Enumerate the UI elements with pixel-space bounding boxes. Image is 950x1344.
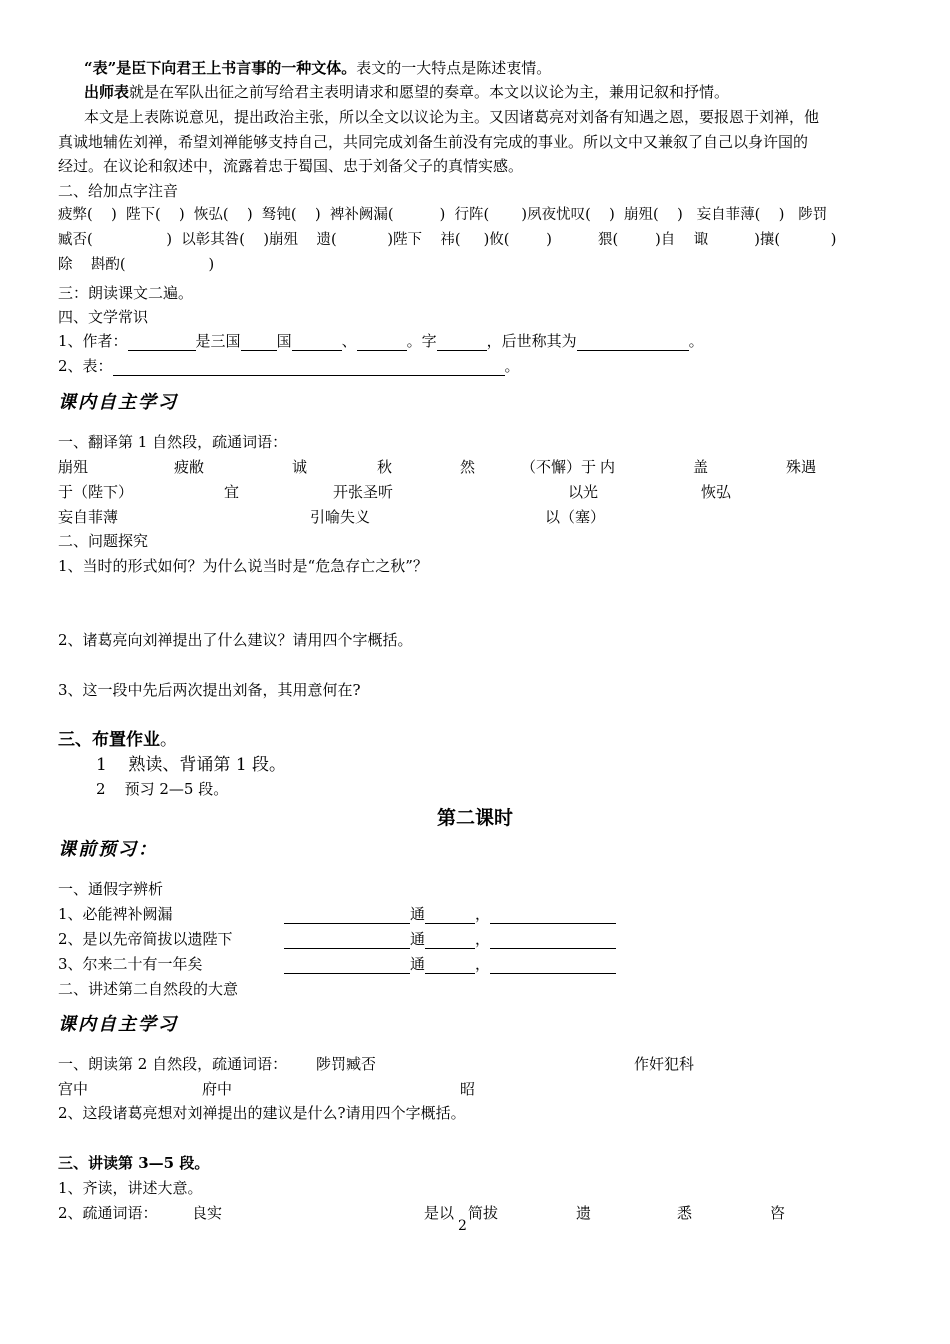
- blank[interactable]: [292, 334, 342, 351]
- word: 内: [600, 458, 616, 476]
- blank[interactable]: [284, 907, 410, 924]
- explore-q3: 3、这一段中先后两次提出刘备，其用意何在?: [58, 681, 361, 699]
- q1-text-f: ，后世称其为: [486, 332, 577, 350]
- comma: ，: [475, 905, 491, 923]
- q2-label: 2、表：: [58, 357, 113, 375]
- blank[interactable]: [490, 907, 616, 924]
- word: 府中: [202, 1080, 233, 1098]
- blank[interactable]: [425, 907, 475, 924]
- word: 恢弘: [701, 483, 732, 501]
- word: 宫中: [58, 1080, 89, 1098]
- tongjia-q3: 3、尔来二十有一年矣: [58, 955, 203, 973]
- read2-q2: 2、这段诸葛亮想对刘禅提出的建议是什么?请用四个字概括。: [58, 1104, 466, 1122]
- intro-line-5: 经过。在议论和叙述中，流露着忠于蜀国、忠于刘备父子的真情实感。: [58, 157, 524, 175]
- word: 是以: [424, 1204, 455, 1222]
- word: 殊遇: [786, 458, 817, 476]
- word: 以光: [568, 483, 599, 501]
- word: 良实: [192, 1204, 223, 1222]
- q1-text-b: 是三国: [195, 332, 241, 350]
- intro-bold-2: 出师表: [84, 83, 130, 101]
- word: 疲敝: [174, 458, 205, 476]
- word: 宜: [224, 483, 240, 501]
- pinyin-title: 二、给加点字注音: [58, 182, 179, 200]
- pinyin-row-3: 除 斟酌( ): [58, 257, 215, 273]
- word: 于（陛下）: [58, 483, 134, 501]
- homework-1: 1 熟读、背诵第 1 段。: [96, 755, 287, 775]
- blank[interactable]: [241, 334, 277, 351]
- page-number: 2: [458, 1218, 467, 1234]
- blank[interactable]: [425, 932, 475, 949]
- word: 引喻失义: [310, 508, 371, 526]
- tongjia-answer-2: [284, 929, 616, 949]
- word: 崩殂: [58, 458, 89, 476]
- q1-label: 1、作者：: [58, 332, 128, 350]
- tongjia-mid: 通: [410, 955, 426, 973]
- blank[interactable]: [437, 334, 487, 351]
- intro-line-3: 本文是上表陈说意见，提出政治主张，所以全文以议论为主。又因诸葛亮对刘备有知遇之恩，要报恩于刘禅，他: [84, 108, 820, 126]
- tongjia-title: 一、通假字辨析: [58, 880, 164, 898]
- section-3-q2: 2、疏通词语：: [58, 1204, 158, 1222]
- blank[interactable]: [490, 932, 616, 949]
- word: 陟罚臧否: [316, 1055, 377, 1073]
- literature-q2: [58, 356, 520, 376]
- intro-line-4: 真诚地辅佐刘禅，希望刘禅能够支持自己，共同完成刘备生前没有完成的事业。所以文中又兼叙了自己以身许国的: [58, 133, 809, 151]
- preview-heading: 课前预习：: [58, 839, 158, 860]
- blank[interactable]: [284, 957, 410, 974]
- literature-q1: [58, 331, 704, 351]
- lesson-2-title: 第二课时: [436, 807, 513, 829]
- blank[interactable]: [577, 334, 689, 351]
- homework-title-end: 。: [160, 730, 177, 750]
- section-3-q1: 1、齐读，讲述大意。: [58, 1179, 203, 1197]
- read2-title: 一、朗读第 2 自然段，疏通词语：: [58, 1055, 288, 1073]
- word: 盖: [693, 458, 709, 476]
- reading-line: 三：朗读课文二遍。: [58, 284, 194, 302]
- word: 秋: [377, 458, 393, 476]
- intro-line-1: [84, 58, 551, 78]
- word: 遗: [576, 1204, 592, 1222]
- tongjia-mid: 通: [410, 930, 426, 948]
- word: 悉: [677, 1204, 693, 1222]
- blank[interactable]: [128, 334, 196, 351]
- tongjia-q1: 1、必能裨补阙漏: [58, 905, 173, 923]
- pinyin-row-2: 臧否( ) 以彰其咎( )崩殂 遗( )陛下 祎( )攸( ) 猥( )自 诹 )攘( ): [58, 232, 837, 248]
- word: 妄自菲薄: [58, 508, 119, 526]
- homework-2: 2 预习 2—5 段。: [96, 780, 229, 798]
- pinyin-row-1: 疲弊( ) 陛下( ) 恢弘( ) 驽钝( ) 裨补阙漏( ) 行阵( )夙夜忧叹( ) 崩殂( ) 妄自菲薄( ) 陟罚: [58, 207, 828, 223]
- intro-bold-1: “表”是臣下向君王上书言事的一种文体。: [84, 59, 357, 77]
- q2-end: 。: [504, 357, 520, 375]
- explore-q2: 2、诸葛亮向刘禅提出了什么建议？请用四个字概括。: [58, 631, 413, 649]
- comma: ，: [475, 955, 491, 973]
- homework-title: [58, 730, 177, 750]
- blank[interactable]: [425, 957, 475, 974]
- section-heading-in-class: 课内自主学习: [58, 392, 178, 413]
- word: 然: [460, 458, 476, 476]
- literature-title: 四、文学常识: [58, 308, 149, 326]
- tongjia-answer-1: [284, 904, 616, 924]
- q1-text-c: 国: [276, 332, 292, 350]
- word: 开张圣听: [333, 483, 394, 501]
- intro-rest-2: 就是在军队出征之前写给君主表明请求和愿望的奏章。本文以议论为主，兼用记叙和抒情。: [129, 83, 730, 101]
- word: 作奸犯科: [634, 1055, 695, 1073]
- intro-rest-1: 表文的一大特点是陈述衷情。: [356, 59, 552, 77]
- word: 昭: [460, 1080, 476, 1098]
- para2-summary: 二、讲述第二自然段的大意: [58, 980, 239, 998]
- q1-text-e: 。字: [406, 332, 437, 350]
- comma: ，: [475, 930, 491, 948]
- explore-title: 二、问题探究: [58, 532, 149, 550]
- explore-q1: 1、当时的形式如何？为什么说当时是“危急存亡之秋”？: [58, 557, 428, 575]
- translate-title: 一、翻译第 1 自然段，疏通词语：: [58, 433, 288, 451]
- word: 以（塞）: [545, 508, 606, 526]
- word: （不懈）于: [521, 458, 597, 476]
- word: 简拔: [468, 1204, 499, 1222]
- study-heading: 课内自主学习: [58, 1014, 178, 1035]
- word: 咨: [770, 1204, 786, 1222]
- q1-text-g: 。: [688, 332, 704, 350]
- tongjia-q2: 2、是以先帝简拔以遗陛下: [58, 930, 233, 948]
- blank[interactable]: [113, 359, 505, 376]
- homework-title-text: 三、布置作业: [58, 730, 160, 750]
- q1-text-d: 、: [341, 332, 357, 350]
- blank[interactable]: [490, 957, 616, 974]
- intro-line-2: [84, 82, 729, 102]
- word: 诚: [292, 458, 308, 476]
- blank[interactable]: [284, 932, 410, 949]
- tongjia-answer-3: [284, 954, 616, 974]
- section-3-title: 三、讲读第 3—5 段。: [58, 1154, 210, 1172]
- blank[interactable]: [357, 334, 407, 351]
- tongjia-mid: 通: [410, 905, 426, 923]
